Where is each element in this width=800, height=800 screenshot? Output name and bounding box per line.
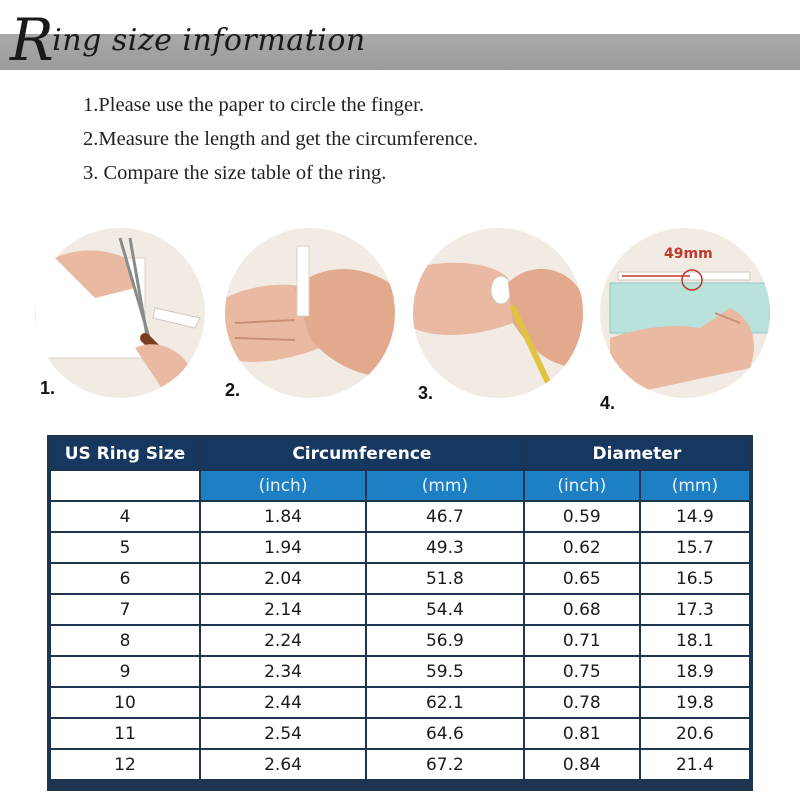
table-header-row [51, 439, 749, 469]
cell-diameter-inch: 0.71 [525, 626, 639, 655]
cell-circumference-inch: 2.54 [201, 719, 365, 748]
table-body [51, 502, 749, 779]
table-row [51, 719, 749, 748]
cell-circumference-mm: 67.2 [367, 750, 523, 779]
cell-diameter-mm: 16.5 [641, 564, 749, 593]
cell-circumference-inch: 1.94 [201, 533, 365, 562]
cell-diameter-inch: 0.81 [525, 719, 639, 748]
cell-diameter-inch: 0.75 [525, 657, 639, 686]
header-diameter: Diameter [525, 439, 749, 469]
table-row [51, 502, 749, 531]
table-subheader-row [51, 471, 749, 500]
cell-ring-size: 9 [51, 657, 199, 686]
cell-diameter-mm: 19.8 [641, 688, 749, 717]
subheader-circumference-mm: (mm) [367, 471, 523, 500]
cell-ring-size: 5 [51, 533, 199, 562]
cell-circumference-mm: 64.6 [367, 719, 523, 748]
header-us-ring-size: US Ring Size [51, 439, 199, 469]
cell-circumference-mm: 46.7 [367, 502, 523, 531]
page-title [10, 6, 366, 74]
measuring-strip-with-ruler-illustration [600, 228, 770, 398]
cell-circumference-mm: 51.8 [367, 564, 523, 593]
title-initial: R [10, 6, 55, 74]
table-row [51, 626, 749, 655]
table-row [51, 657, 749, 686]
cell-circumference-mm: 54.4 [367, 595, 523, 624]
step-1 [35, 228, 205, 398]
subheader-circumference-inch: (inch) [201, 471, 365, 500]
header [0, 0, 800, 82]
cell-diameter-mm: 20.6 [641, 719, 749, 748]
cell-circumference-mm: 56.9 [367, 626, 523, 655]
cell-diameter-mm: 18.9 [641, 657, 749, 686]
cell-circumference-mm: 62.1 [367, 688, 523, 717]
table-row [51, 533, 749, 562]
cell-ring-size: 10 [51, 688, 199, 717]
step-3 [413, 228, 583, 403]
cell-circumference-inch: 2.24 [201, 626, 365, 655]
cell-diameter-inch: 0.68 [525, 595, 639, 624]
cell-ring-size: 12 [51, 750, 199, 779]
cell-circumference-inch: 2.14 [201, 595, 365, 624]
cell-diameter-mm: 17.3 [641, 595, 749, 624]
cell-ring-size: 8 [51, 626, 199, 655]
cell-circumference-inch: 2.44 [201, 688, 365, 717]
cell-circumference-inch: 2.64 [201, 750, 365, 779]
step-4 [600, 228, 770, 413]
table-row [51, 595, 749, 624]
cell-circumference-mm: 49.3 [367, 533, 523, 562]
cell-diameter-mm: 15.7 [641, 533, 749, 562]
ring-size-table [47, 435, 753, 791]
cell-diameter-inch: 0.84 [525, 750, 639, 779]
cell-diameter-inch: 0.78 [525, 688, 639, 717]
cell-circumference-inch: 2.34 [201, 657, 365, 686]
cell-ring-size: 6 [51, 564, 199, 593]
size-table [49, 437, 751, 781]
wrapping-strip-around-finger-illustration [225, 228, 395, 398]
cell-circumference-mm: 59.5 [367, 657, 523, 686]
table-row [51, 750, 749, 779]
cell-circumference-inch: 2.04 [201, 564, 365, 593]
cell-diameter-mm: 21.4 [641, 750, 749, 779]
subheader-blank [51, 471, 199, 500]
cell-diameter-mm: 14.9 [641, 502, 749, 531]
cell-ring-size: 7 [51, 595, 199, 624]
header-circumference: Circumference [201, 439, 523, 469]
instructions-list [83, 88, 763, 190]
cell-diameter-inch: 0.59 [525, 502, 639, 531]
table-row [51, 688, 749, 717]
cell-circumference-inch: 1.84 [201, 502, 365, 531]
step-number: 2. [225, 380, 241, 400]
step-number: 1. [40, 378, 56, 398]
subheader-diameter-mm: (mm) [641, 471, 749, 500]
step-2 [225, 228, 395, 398]
step-number: 3. [418, 383, 434, 403]
step-number: 4. [600, 393, 616, 413]
cell-diameter-inch: 0.62 [525, 533, 639, 562]
title-rest: ing size information [52, 23, 366, 58]
instruction-step-3: 3. Compare the size table of the ring. [83, 162, 387, 184]
cell-diameter-inch: 0.65 [525, 564, 639, 593]
marking-strip-with-pen-illustration [413, 228, 583, 398]
instruction-step-1: 1.Please use the paper to circle the finger. [83, 94, 424, 116]
cutting-paper-strip-illustration [35, 228, 205, 398]
cell-ring-size: 11 [51, 719, 199, 748]
cell-ring-size: 4 [51, 502, 199, 531]
table-row [51, 564, 749, 593]
instruction-step-2: 2.Measure the length and get the circumference. [83, 128, 479, 150]
measurement-label: 49mm [664, 246, 713, 262]
cell-diameter-mm: 18.1 [641, 626, 749, 655]
subheader-diameter-inch: (inch) [525, 471, 639, 500]
